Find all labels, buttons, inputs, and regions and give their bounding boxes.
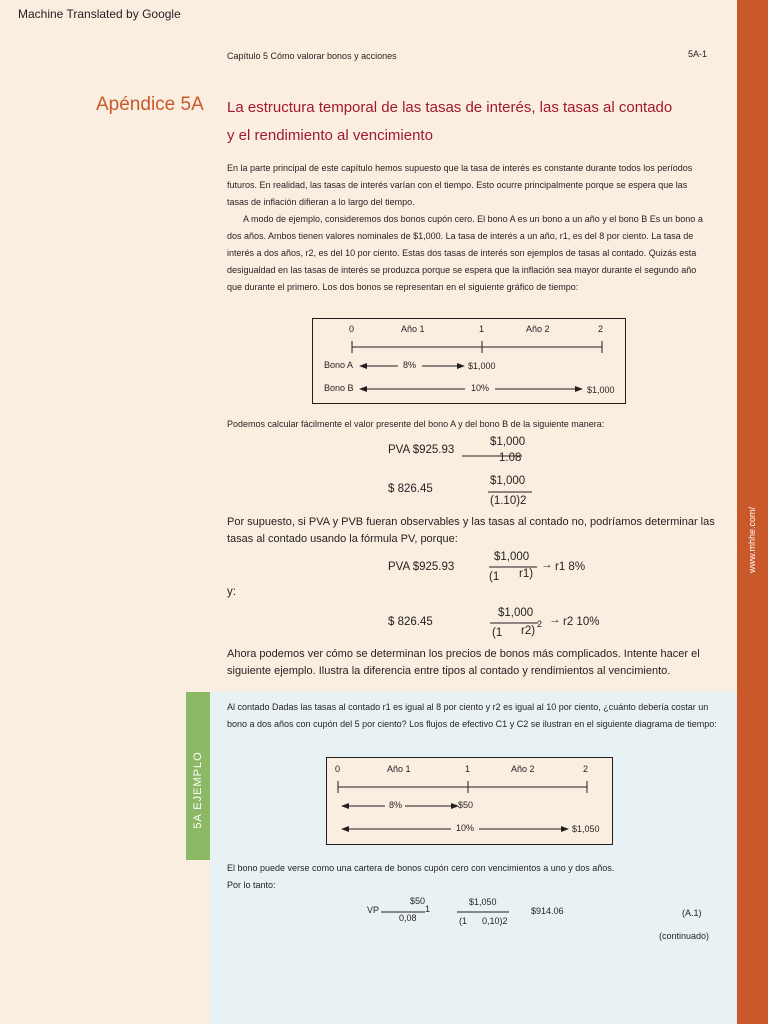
pva-denominator: 1.08 [499, 452, 522, 464]
example-timeline-diagram [326, 757, 613, 845]
f2-result: r2 10% [563, 616, 600, 628]
bond-a-rate: 8% [403, 360, 417, 370]
vp-fraction-bar-2 [457, 911, 509, 915]
running-head: Capítulo 5 Cómo valorar bonos y acciones [227, 51, 397, 61]
sidebar-url[interactable]: www.mhhe.com/ [747, 506, 757, 574]
pva-numerator: $1,000 [490, 436, 526, 448]
ex-value2: $1,050 [572, 824, 600, 834]
f1-arrow-icon: → [541, 559, 553, 571]
ex-timeline-year1: Año 1 [387, 764, 411, 774]
example-word: EJEMPLO [192, 751, 204, 810]
bond-b-value: $1,000 [587, 385, 615, 395]
ex-value1: $50 [458, 800, 474, 810]
vp-numerator-1: $50 [410, 896, 426, 906]
page-number: 5A-1 [688, 49, 708, 59]
example-tab-label [192, 751, 204, 828]
f2-den-close: r2) [521, 625, 536, 637]
complex-bonds-paragraph: Ahora podemos ver cómo se determinan los precios de bonos más complicados. Intente hacer el siguiente ejemplo. Ilustra la diferencia entre tipos al contado y rendimientos al vencimiento. [227, 648, 700, 677]
section-title [227, 94, 697, 150]
example-text-2-line1: El bono puede verse como una cartera de bonos cupón cero con vencimientos a uno y dos años. [227, 863, 615, 873]
machine-translated-notice: Machine Translated by Google [18, 7, 181, 21]
bond-a-value: $1,000 [468, 361, 496, 371]
timeline-year2-label: Año 2 [526, 324, 550, 334]
bond-a-label: Bono A [324, 360, 354, 370]
f2-den-open: (1 [492, 627, 503, 639]
timeline-diagram-bonds [312, 318, 626, 404]
and-label: y: [227, 586, 236, 598]
section-title-line1: La estructura temporal de las tasas de interés, las tasas al contado [227, 99, 673, 116]
ex-rate1: 8% [389, 800, 403, 810]
pvb-label: $ 826.45 [388, 483, 433, 495]
timeline-year1-label: Año 1 [401, 324, 425, 334]
timeline-tick-0: 0 [349, 324, 355, 334]
example-text: Al contado Dadas las tasas al contado r1 es igual al 8 por ciento y r2 es igual al 10 por ciento, ¿cuánto debería costar un bono a dos años con cupón del 5 por ciento? Los flujos de efectivo C1 y C2 se ilustran en el siguiente diagrama de tiempo: [227, 702, 717, 729]
ex-rate2: 10% [456, 823, 475, 833]
intro-paragraph-1: En la parte principal de este capítulo hemos supuesto que la tasa de interés es constante durante todos los períodos futuros. En realidad, las tasas de interés varían con el tiempo. Esto ocurre principalmente porque se espera que las tasas de inflación difieran a lo largo del tiempo. [227, 163, 693, 207]
calc-intro: Podemos calcular fácilmente el valor presente del bono A y del bono B de la siguiente manera: [227, 419, 605, 429]
vp-result: $914.06 [531, 906, 564, 916]
continued-label: (continuado) [659, 931, 710, 941]
equation-number: (A.1) [682, 908, 702, 918]
f2-numerator: $1,000 [498, 607, 534, 619]
ex-timeline-tick-2: 2 [583, 764, 589, 774]
bond-b-rate: 10% [471, 383, 490, 393]
intro-paragraph-2: A modo de ejemplo, consideremos dos bonos cupón cero. El bono A es un bono a un año y el bono B Es un bono a dos años. Ambos tienen valores nominales de $1,000. La tasa de interés a un año, r1, es del 8 por ciento. La tasa de interés a dos años, r2, es del 10 por ciento. Estas dos tasas de interés son ejemplos de tasas al contado. Quizás esta desigualdad en las tasas de interés se produzca porque se espera que la inflación sea mayor durante el segundo año que durante el primero. Los dos bonos se representan en el siguiente gráfico de tiempo: [227, 214, 703, 292]
spot-rate-paragraph: Por supuesto, si PVA y PVB fueran observables y las tasas al contado no, podríamos determinar las tasas al contado usando la fórmula PV, porque: [227, 516, 715, 545]
vp-den2-close: 0,10)2 [482, 916, 508, 926]
vp-label: VP [367, 905, 380, 915]
f1-den-close: r1) [519, 568, 534, 580]
bond-b-label: Bono B [324, 383, 354, 393]
example-number: 5A [192, 813, 204, 829]
timeline-tick-2: 2 [598, 324, 604, 334]
vp-numerator-2: $1,050 [469, 897, 497, 907]
ex-timeline-tick-0: 0 [335, 764, 341, 774]
f2-label: $ 826.45 [388, 616, 433, 628]
f1-numerator: $1,000 [494, 551, 530, 563]
f1-result: r1 8% [555, 561, 586, 573]
appendix-label: Apéndice 5A [96, 94, 204, 115]
vp-exponent-1: 1 [425, 904, 431, 914]
example-panel [210, 692, 737, 1024]
ex-timeline-tick-1: 1 [465, 764, 471, 774]
timeline-tick-1: 1 [479, 324, 485, 334]
pvb-numerator: $1,000 [490, 475, 526, 487]
example-text-2 [227, 860, 717, 894]
f1-label: PVA $925.93 [388, 561, 455, 573]
pva-label: PVA $925.93 [388, 444, 455, 456]
pvb-denominator: (1.10)2 [490, 495, 527, 507]
example-text-2-line2: Por lo tanto: [227, 880, 276, 890]
vp-denominator-1: 0,08 [399, 913, 417, 923]
ex-timeline-year2: Año 2 [511, 764, 535, 774]
section-title-line2: y el rendimiento al vencimiento [227, 127, 433, 144]
f1-den-open: (1 [489, 571, 500, 583]
f2-exponent: 2 [537, 619, 543, 629]
vp-den2-open: (1 [459, 916, 468, 926]
f2-arrow-icon: → [549, 614, 561, 626]
